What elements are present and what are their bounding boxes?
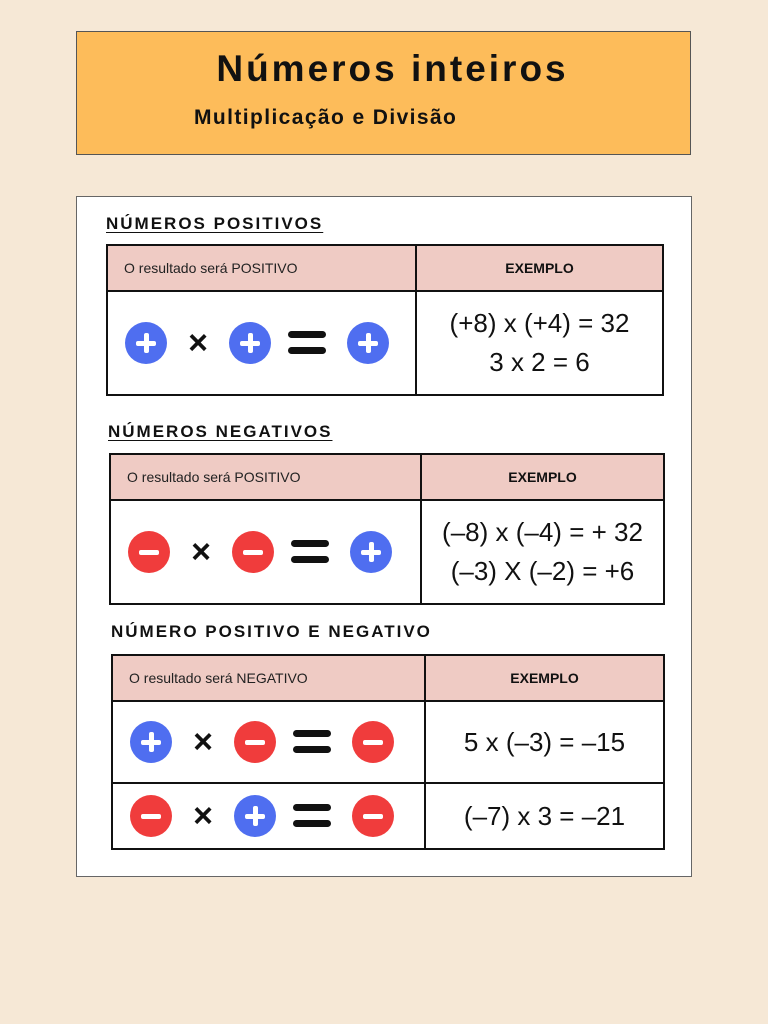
minus-circle-icon — [128, 531, 170, 573]
rule-table-negative — [109, 453, 665, 605]
minus-circle-icon — [352, 721, 394, 763]
multiply-icon: × — [193, 723, 213, 761]
sign-rule — [107, 291, 416, 395]
title-banner — [76, 31, 691, 155]
equals-icon — [276, 795, 352, 837]
multiply-icon: × — [191, 533, 211, 571]
sign-rule — [112, 701, 425, 783]
example-header: EXEMPLO — [421, 454, 664, 500]
equals-icon — [274, 531, 350, 573]
section-title-positive: NÚMEROS POSITIVOS — [106, 214, 324, 233]
plus-circle-icon — [125, 322, 167, 364]
example-cell — [416, 291, 663, 395]
example-header: EXEMPLO — [416, 245, 663, 291]
example-line: (+8) x (+4) = 32 — [449, 308, 630, 338]
example-line: 5 x (–3) = –15 — [463, 726, 626, 757]
rule-table-positive — [106, 244, 664, 396]
example-header: EXEMPLO — [425, 655, 664, 701]
page-subtitle: Multiplicação e Divisão — [194, 106, 458, 129]
rule-label: O resultado será POSITIVO — [107, 245, 416, 291]
example-line: (–3) X (–2) = +6 — [450, 556, 635, 586]
section-title-mixed: NÚMERO POSITIVO E NEGATIVO — [111, 622, 432, 641]
equals-icon — [271, 322, 347, 364]
minus-circle-icon — [352, 795, 394, 837]
plus-circle-icon — [347, 322, 389, 364]
rule-table-mixed — [111, 654, 665, 850]
example-cell — [425, 701, 664, 783]
minus-circle-icon — [130, 795, 172, 837]
plus-circle-icon — [130, 721, 172, 763]
section-title-negative: NÚMEROS NEGATIVOS — [108, 422, 333, 441]
example-cell — [421, 500, 664, 604]
plus-circle-icon — [229, 322, 271, 364]
plus-circle-icon — [234, 795, 276, 837]
multiply-icon: × — [188, 324, 208, 362]
rule-label: O resultado será NEGATIVO — [112, 655, 425, 701]
sign-rule — [110, 500, 421, 604]
minus-circle-icon — [234, 721, 276, 763]
example-line: (–8) x (–4) = + 32 — [442, 517, 643, 547]
sign-rule — [112, 783, 425, 849]
plus-circle-icon — [350, 531, 392, 573]
multiply-icon: × — [193, 797, 213, 835]
content-card — [76, 196, 692, 877]
page-title: Números inteiros — [216, 48, 569, 89]
example-line: (–7) x 3 = –21 — [463, 800, 626, 831]
equals-icon — [276, 721, 352, 763]
rule-label: O resultado será POSITIVO — [110, 454, 421, 500]
example-cell — [425, 783, 664, 849]
example-line: 3 x 2 = 6 — [489, 347, 590, 377]
minus-circle-icon — [232, 531, 274, 573]
